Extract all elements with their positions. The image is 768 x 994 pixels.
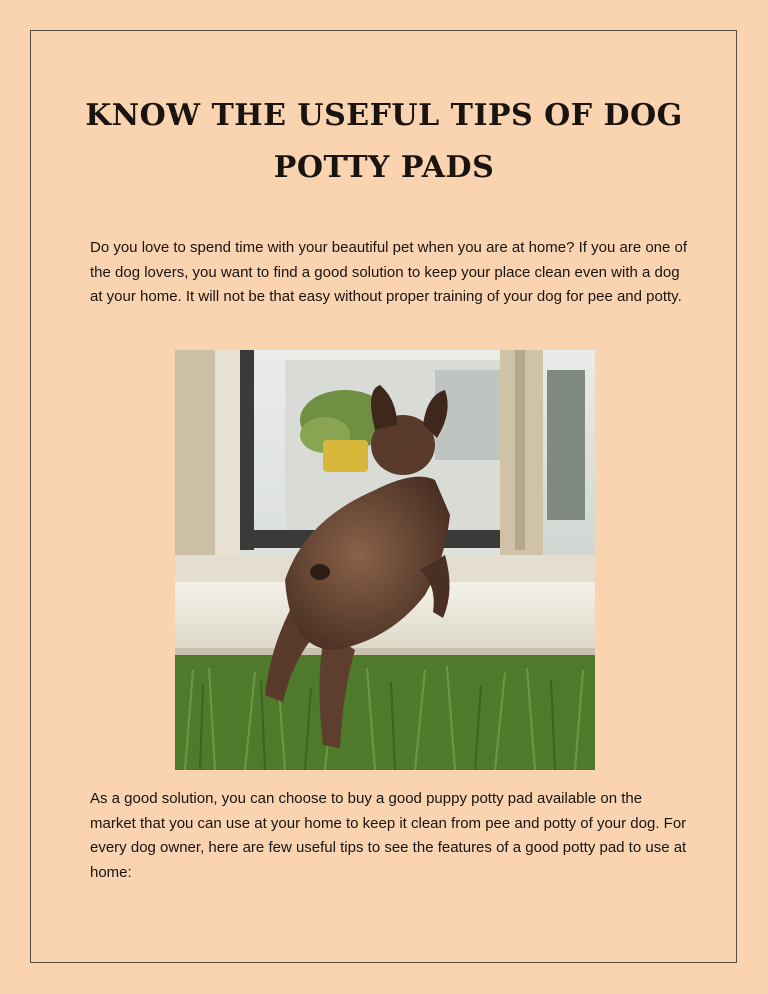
- document-title: KNOW THE USEFUL TIPS OF DOG POTTY PADS: [85, 98, 683, 185]
- solution-paragraph: As a good solution, you can choose to buy a good puppy potty pad available on the market that you can use at your home to keep it clean from pee and potty of your dog. For every dog owner, here are few useful tips to see the features of a good potty pad to use at home:: [90, 790, 687, 881]
- intro-paragraph: Do you love to spend time with your beautiful pet when you are at home? If you are one of the dog lovers, you want to find a good solution to keep your place clean even with a dog at your home. It will not be that easy without proper training of your dog for pee and potty.: [90, 239, 688, 305]
- dog-at-window-photo: [175, 350, 595, 770]
